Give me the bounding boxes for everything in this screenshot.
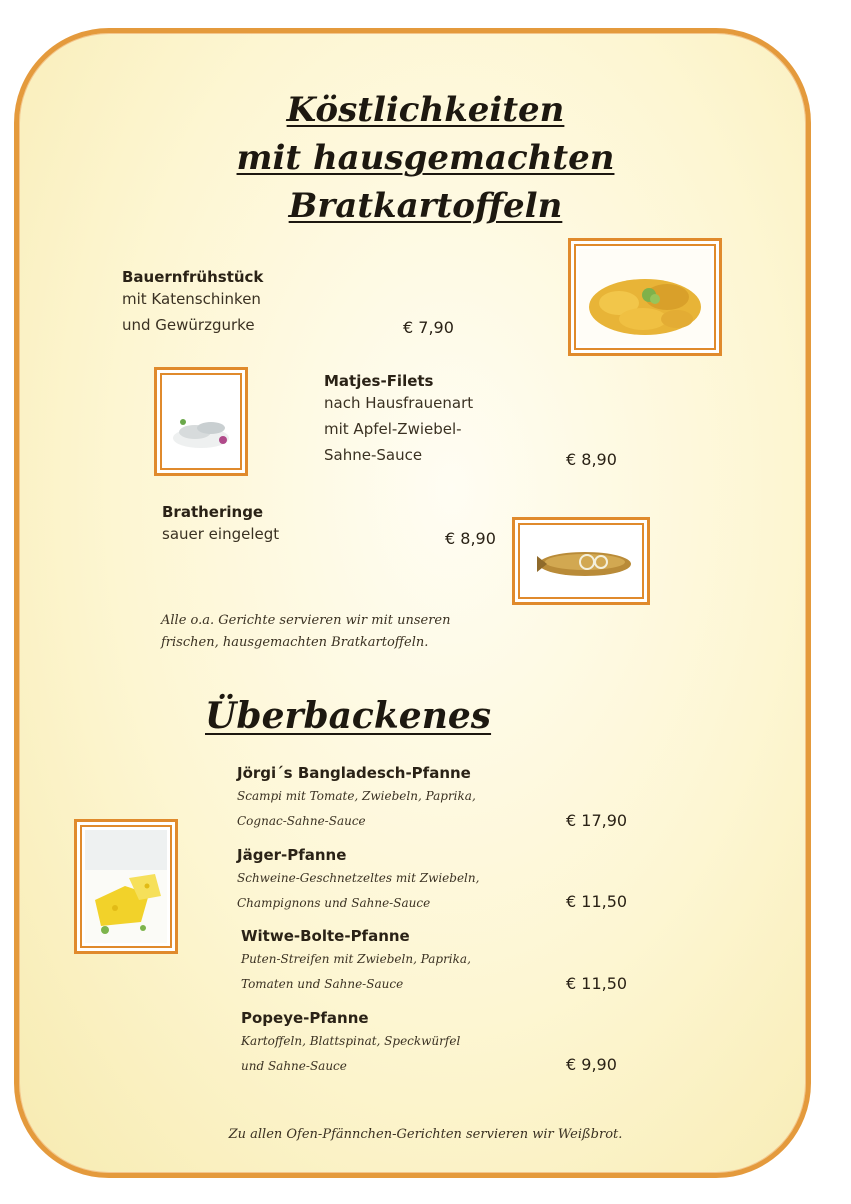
footer-note: Zu allen Ofen-Pfännchen-Gerichten servieren wir Weißbrot. (228, 1127, 623, 1142)
item-desc-line: Champignons und Sahne-Sauce (237, 896, 431, 910)
item-desc-line: nach Hausfrauenart (324, 394, 474, 412)
item-desc-line: Puten-Streifen mit Zwiebeln, Paprika, (241, 952, 471, 966)
item-joergis-bangladesch-pfanne (237, 764, 476, 834)
item-bratheringe (162, 503, 279, 547)
item-desc-line: Cognac-Sahne-Sauce (237, 814, 366, 828)
item-name: Jörgi´s Bangladesch-Pfanne (237, 764, 471, 782)
item-desc-line: Scampi mit Tomate, Zwiebeln, Paprika, (237, 789, 476, 803)
item-name: Matjes-Filets (324, 372, 434, 390)
menu-title-line-1: Köstlichkeiten (286, 90, 565, 130)
item-desc-line: Tomaten und Sahne-Sauce (241, 977, 404, 991)
note-line: Alle o.a. Gerichte servieren wir mit unseren (161, 613, 451, 628)
item-desc-line: und Sahne-Sauce (241, 1059, 347, 1073)
note-line: frischen, hausgemachten Bratkartoffeln. (161, 635, 429, 650)
matjes-photo (154, 367, 248, 476)
item-witwe-bolte-pfanne (241, 927, 471, 997)
item-name: Popeye-Pfanne (241, 1009, 369, 1027)
item-desc-line: sauer eingelegt (162, 525, 280, 543)
item-desc-line: Kartoffeln, Blattspinat, Speckwürfel (241, 1034, 461, 1048)
item-name: Witwe-Bolte-Pfanne (241, 927, 410, 945)
section-heading-ueberbackenes: Überbackenes (205, 695, 492, 737)
item-desc-line: mit Apfel-Zwiebel- (324, 420, 462, 438)
cheese-photo (74, 819, 178, 954)
item-desc-line: Sahne-Sauce (324, 446, 423, 464)
item-price: € 7,90 (403, 318, 454, 337)
item-price: € 11,50 (566, 892, 628, 911)
item-name: Bratheringe (162, 503, 264, 521)
item-name: Jäger-Pfanne (237, 846, 347, 864)
herring-photo (512, 517, 650, 605)
menu-title-line-2: mit hausgemachten (236, 138, 615, 178)
item-price: € 9,90 (566, 1055, 617, 1074)
item-desc-line: Schweine-Geschnetzeltes mit Zwiebeln, (237, 871, 480, 885)
menu-title-line-3: Bratkartoffeln (288, 186, 563, 226)
item-desc-line: mit Katenschinken (122, 290, 261, 308)
item-jaeger-pfanne (237, 846, 479, 916)
item-name: Bauernfrühstück (122, 268, 264, 286)
item-matjes-filets (324, 372, 473, 468)
item-desc-line: und Gewürzgurke (122, 316, 255, 334)
potato-photo (568, 238, 722, 356)
item-price: € 8,90 (566, 450, 617, 469)
side-dish-note (161, 610, 450, 654)
item-popeye-pfanne (241, 1009, 460, 1079)
item-bauernfruehstueck (122, 268, 263, 338)
item-price: € 17,90 (566, 811, 628, 830)
item-price: € 8,90 (445, 529, 496, 548)
item-price: € 11,50 (566, 974, 628, 993)
